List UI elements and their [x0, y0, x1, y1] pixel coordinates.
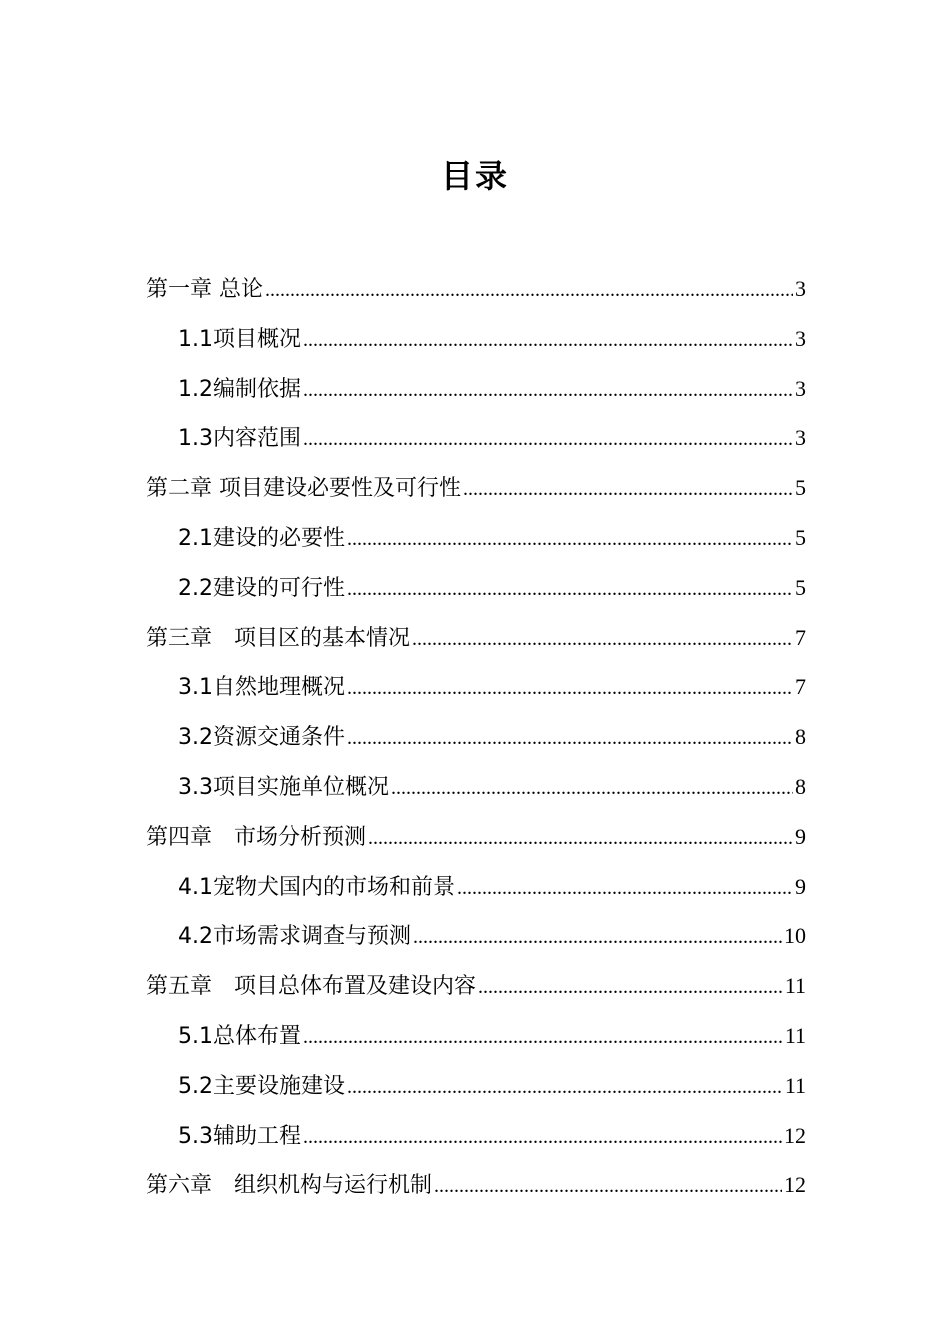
toc-entry-chapter-6[interactable]: [146, 1160, 806, 1210]
toc-page-number: 7: [795, 674, 806, 700]
toc-dot-leader: [347, 565, 793, 615]
toc-entry-text: 1.2编制依据: [178, 376, 301, 402]
toc-page-number: 12: [784, 1122, 806, 1148]
toc-entry-section-5-2[interactable]: [146, 1061, 806, 1111]
toc-dot-leader: [412, 615, 793, 665]
toc-entry-section-4-1[interactable]: [146, 862, 806, 912]
toc-entry-text: 3.3项目实施单位概况: [178, 774, 389, 800]
toc-dot-leader: [457, 864, 793, 914]
toc-page-number: 9: [795, 873, 806, 899]
toc-entry-chapter-3[interactable]: [146, 613, 806, 663]
toc-page-number: 8: [795, 724, 806, 750]
toc-page-number: 12: [784, 1172, 806, 1198]
toc-entry-text: 第二章 项目建设必要性及可行性: [146, 476, 461, 502]
toc-dot-leader: [478, 963, 783, 1013]
toc-dot-leader: [303, 1113, 782, 1163]
toc-dot-leader: [463, 465, 793, 515]
toc-dot-leader: [303, 366, 793, 416]
toc-entry-text: 第六章 组织机构与运行机制: [146, 1173, 433, 1199]
toc-entry-section-3-1[interactable]: [146, 662, 806, 712]
toc-dot-leader: [347, 515, 793, 565]
toc-entry-section-5-3[interactable]: [146, 1111, 806, 1161]
toc-entry-section-1-3[interactable]: [146, 413, 806, 463]
toc-dot-leader: [303, 1013, 783, 1063]
toc-entry-section-3-2[interactable]: [146, 712, 806, 762]
toc-entry-section-1-1[interactable]: [146, 314, 806, 364]
toc-title: 目录: [440, 157, 509, 195]
toc-dot-leader: [413, 913, 782, 963]
toc-page-number: 9: [795, 823, 806, 849]
toc-list: [146, 264, 806, 1210]
toc-page-number: 11: [784, 973, 806, 999]
toc-dot-leader: [434, 1162, 782, 1212]
toc-entry-text: 2.1建设的必要性: [178, 525, 345, 551]
toc-page-number: 10: [784, 923, 806, 949]
toc-entry-text: 1.3内容范围: [178, 426, 301, 452]
toc-entry-text: 第四章 市场分析预测: [146, 824, 367, 850]
toc-entry-chapter-4[interactable]: [146, 812, 806, 862]
toc-entry-section-1-2[interactable]: [146, 364, 806, 414]
toc-page-number: 3: [795, 276, 806, 301]
toc-entry-text: 第三章 项目区的基本情况: [146, 625, 411, 651]
toc-entry-chapter-1[interactable]: [146, 264, 806, 314]
toc-page-number: 7: [795, 624, 806, 650]
toc-dot-leader: [391, 764, 793, 814]
toc-entry-section-2-1[interactable]: [146, 513, 806, 563]
toc-entry-text: 5.1总体布置: [178, 1023, 301, 1049]
toc-page-number: 8: [795, 773, 806, 799]
toc-dot-leader: [368, 814, 793, 864]
toc-dot-leader: [303, 316, 793, 366]
toc-entry-section-2-2[interactable]: [146, 563, 806, 613]
toc-entry-text: 5.3辅助工程: [178, 1123, 301, 1149]
toc-entry-chapter-5[interactable]: [146, 961, 806, 1011]
toc-entry-text: 2.2建设的可行性: [178, 575, 345, 601]
toc-entry-text: 4.2市场需求调查与预测: [178, 924, 411, 950]
toc-page-number: 5: [795, 475, 806, 501]
toc-dot-leader: [347, 1063, 783, 1113]
toc-page-number: 3: [795, 425, 806, 451]
toc-dot-leader: [303, 415, 793, 465]
toc-entry-text: 3.2资源交通条件: [178, 725, 345, 751]
toc-dot-leader: [347, 714, 793, 764]
toc-entry-text: 1.1项目概况: [178, 326, 301, 352]
toc-page-number: 5: [795, 574, 806, 600]
toc-entry-text: 第五章 项目总体布置及建设内容: [146, 974, 477, 1000]
toc-page-number: 11: [784, 1022, 806, 1048]
toc-dot-leader: [265, 266, 793, 316]
toc-entry-text: 4.1宠物犬国内的市场和前景: [178, 874, 455, 900]
toc-entry-text: 第一章 总论: [146, 277, 263, 302]
toc-entry-text: 5.2主要设施建设: [178, 1073, 345, 1099]
toc-page-number: 3: [795, 375, 806, 401]
toc-entry-section-4-2[interactable]: [146, 911, 806, 961]
toc-dot-leader: [347, 664, 793, 714]
toc-page-number: 11: [784, 1072, 806, 1098]
toc-entry-section-5-1[interactable]: [146, 1011, 806, 1061]
toc-entry-text: 3.1自然地理概况: [178, 675, 345, 701]
toc-entry-chapter-2[interactable]: [146, 463, 806, 513]
toc-entry-section-3-3[interactable]: [146, 762, 806, 812]
toc-page-number: 5: [795, 524, 806, 550]
toc-page-number: 3: [795, 325, 806, 351]
